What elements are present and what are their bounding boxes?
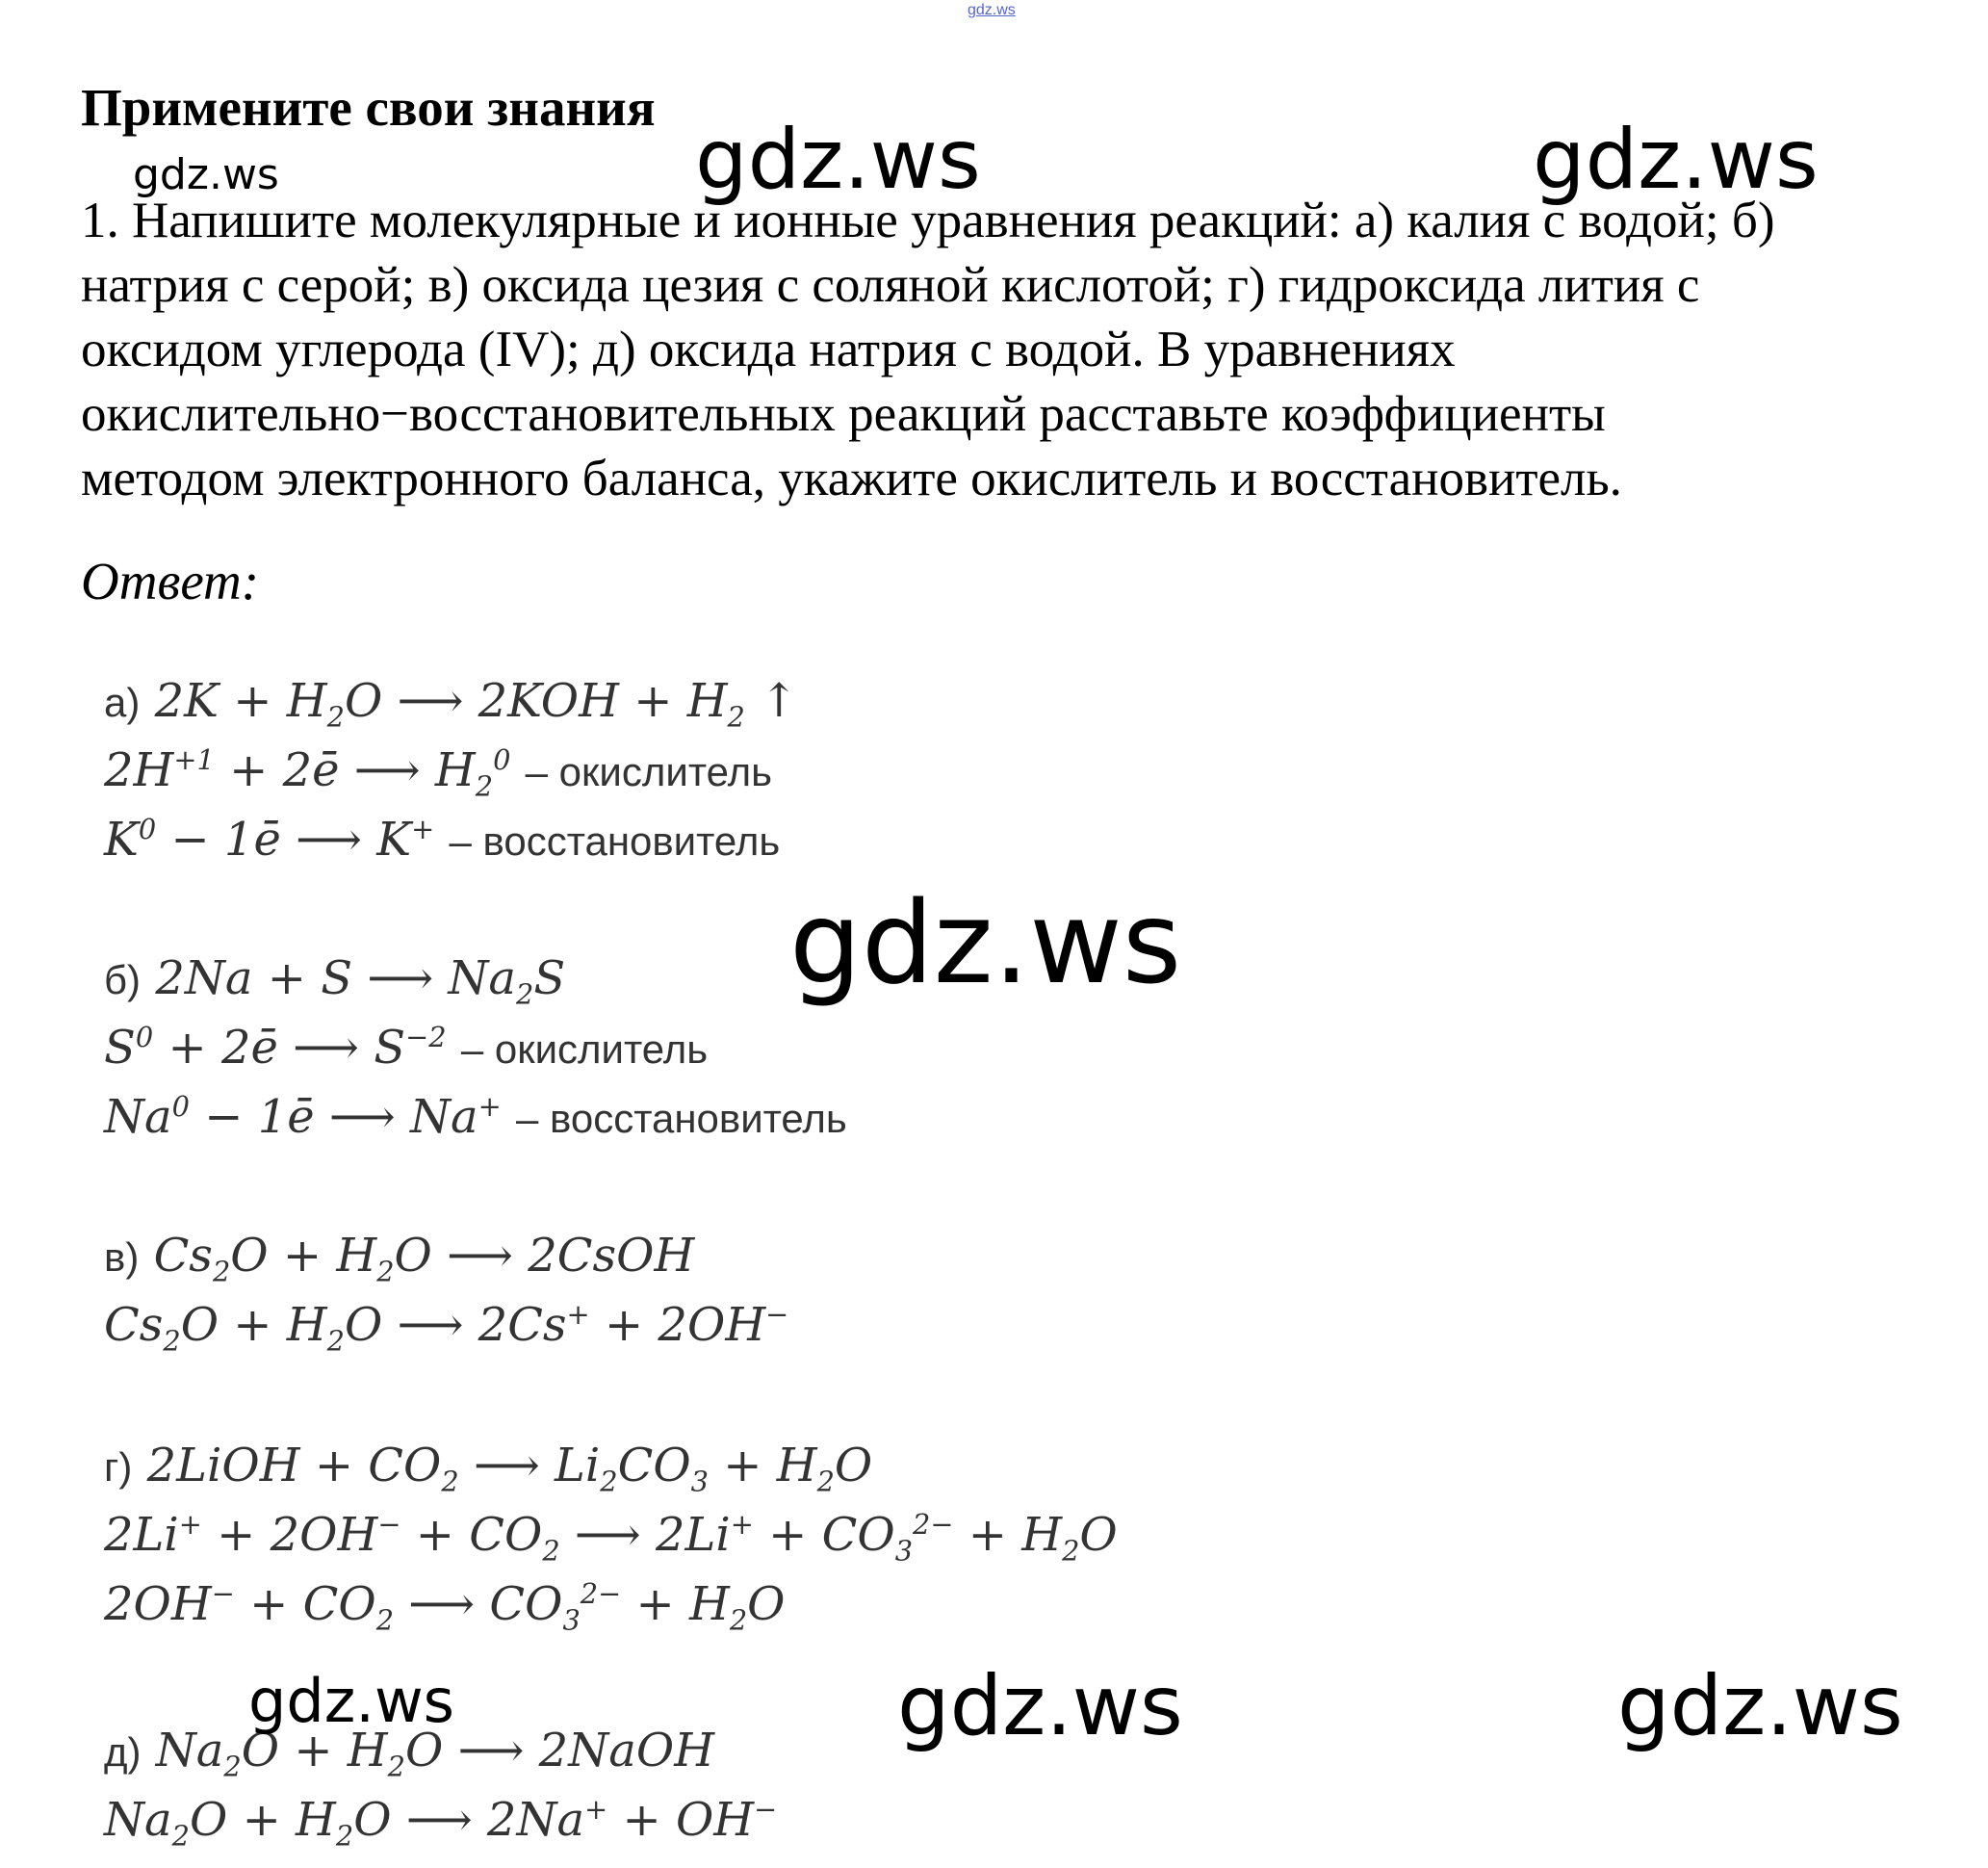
answer-label: Ответ: [81, 552, 260, 610]
equation-a-molecular: а) $2K + H_2O$ ⟶ $2KOH + H_2$ ↑ [104, 674, 799, 734]
equation-g-short-ionic: $2OH^- + CO_2$ ⟶ $CO_3^{2-} + H_2O$ [104, 1577, 786, 1637]
equation-g-full-ionic: $2Li^+ + 2OH^- + CO_2$ ⟶ $2Li^+ + CO_3^{2-} + H_2O$ [104, 1508, 1118, 1568]
equation-note: – восстановитель [449, 818, 781, 864]
equation-note: – окислитель [525, 749, 772, 794]
task-text [81, 189, 1968, 511]
equation-prefix: в) [104, 1234, 140, 1280]
watermark: gdz.ws [1533, 112, 1819, 208]
watermark: gdz.ws [1617, 1658, 1903, 1754]
task-line: натрия с серой; в) оксида цезия с соляной кислотой; г) гидроксида лития с [81, 257, 1700, 313]
equation-prefix: б) [104, 957, 142, 1002]
equation-prefix: а) [104, 680, 141, 725]
section-heading: Примените свои знания [81, 78, 656, 137]
equation-g-molecular: г) 2LiOH + $CO_2$ ⟶ $Li_2CO_3 + H_2O$ [104, 1439, 873, 1498]
equation-b-molecular: б) 2Na + S ⟶ $Na_2S$ [104, 951, 566, 1011]
equation-v-ionic: $Cs_2O + H_2O$ ⟶ 2Cs+ + 2OH− [104, 1298, 789, 1358]
watermark: gdz.ws [897, 1658, 1183, 1754]
equation-prefix: д) [104, 1729, 142, 1775]
task-line: оксидом углерода (IV); д) оксида натрия с водой. В уравнениях [81, 322, 1456, 377]
watermark: gdz.ws [248, 1666, 454, 1736]
equation-a-oxidizer: $2H^{+1}$ + 2ē ⟶ $H_2^0$ – окислитель [104, 743, 772, 803]
equation-v-molecular: в) $Cs_2O + H_2O$ ⟶ 2CsOH [104, 1229, 695, 1288]
equation-note: – восстановитель [515, 1096, 847, 1141]
watermark: gdz.ws [133, 150, 279, 199]
top-watermark-link[interactable]: gdz.ws [968, 2, 1016, 18]
equation-b-oxidizer: $S^0$ + 2ē ⟶ $S^{-2}$ – окислитель [104, 1021, 709, 1075]
equation-d-ionic: $Na_2O + H_2O$ ⟶ 2Na+ + OH− [104, 1793, 778, 1853]
watermark: gdz.ws [789, 876, 1182, 1009]
task-line: 1. Напишите молекулярные и ионные уравнения реакций: а) калия с водой; б) [81, 193, 1775, 248]
task-line: окислительно−восстановительных реакций расставьте коэффициенты [81, 386, 1606, 442]
task-line: методом электронного баланса, укажите окислитель и восстановитель. [81, 451, 1622, 506]
equation-prefix: г) [104, 1444, 133, 1490]
equation-note: – окислитель [460, 1026, 709, 1072]
equation-d-molecular: д) $Na_2O + H_2O$ ⟶ 2NaOH [104, 1724, 715, 1783]
watermark: gdz.ws [695, 112, 981, 208]
equation-b-reducer: $Na^0$ − 1ē ⟶ Na+ – восстановитель [104, 1090, 847, 1144]
equation-a-reducer: $K^0$ − 1ē ⟶ K+ – восстановитель [104, 813, 781, 867]
